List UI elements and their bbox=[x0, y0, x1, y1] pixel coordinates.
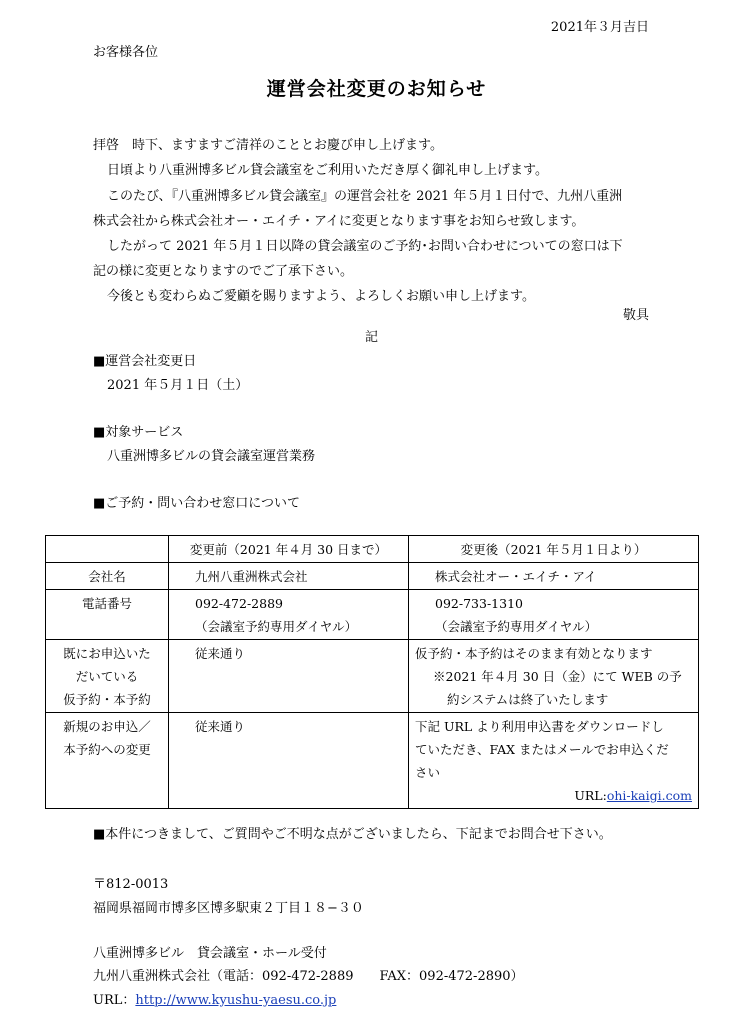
company-contact: 九州八重洲株式会社（電話：092-472-2889 FAX：092-472-2890） bbox=[93, 969, 524, 984]
addressee: お客様各位 bbox=[93, 45, 159, 60]
body-line-5: したがって 2021 年５月１日以降の貸会議室のご予約･お問い合わせについての窓口は下 bbox=[107, 239, 623, 254]
footer-url-line: URL：http://www.kyushu-yaesu.co.jp bbox=[93, 993, 337, 1008]
header-after: 変更後（2021 年５月１日より） bbox=[409, 536, 699, 563]
address: 福岡県福岡市博多区博多駅東２丁目１８−３０ bbox=[93, 901, 364, 916]
change-date: 2021 年５月１日（土） bbox=[107, 378, 249, 393]
after-phone: 092-733-1310 （会議室予約専用ダイヤル） bbox=[409, 590, 699, 640]
body-line-7: 今後とも変わらぬご愛顧を賜りますよう、よろしくお願い申し上げます。 bbox=[107, 289, 535, 304]
header-before: 変更前（2021 年４月 30 日まで） bbox=[169, 536, 409, 563]
kyushu-yaesu-link[interactable]: http://www.kyushu-yaesu.co.jp bbox=[135, 993, 337, 1008]
service-text: 八重洲博多ビルの貸会議室運営業務 bbox=[107, 449, 316, 464]
before-new: 従来通り bbox=[169, 713, 409, 809]
change-date-heading: ■運営会社変更日 bbox=[93, 354, 197, 369]
table-row bbox=[46, 590, 699, 640]
before-company: 九州八重洲株式会社 bbox=[169, 563, 409, 590]
before-phone: 092-472-2889 （会議室予約専用ダイヤル） bbox=[169, 590, 409, 640]
after-company: 株式会社オー・エイチ・アイ bbox=[409, 563, 699, 590]
table-row bbox=[46, 563, 699, 590]
page-title: 運営会社変更のお知らせ bbox=[266, 78, 487, 100]
body-line-6: 記の様に変更となりますのでご了承下さい。 bbox=[93, 264, 354, 279]
building-name: 八重洲博多ビル 貸会議室・ホール受付 bbox=[93, 946, 327, 961]
ki-label: 記 bbox=[365, 330, 379, 345]
url-line: URL:ohi-kaigi.com bbox=[574, 788, 692, 803]
row-label-phone: 電話番号 bbox=[46, 590, 169, 640]
table-corner-cell bbox=[46, 536, 169, 563]
after-existing: 仮予約・本予約はそのまま有効となります ※2021 年４月 30 日（金）にて WEB の予 約システムは終了いたします bbox=[409, 640, 699, 713]
body-line-1: 拝啓 時下、ますますご清祥のこととお慶び申し上げます。 bbox=[93, 138, 443, 153]
service-heading: ■対象サービス bbox=[93, 425, 184, 440]
postal-code: 〒812-0013 bbox=[93, 877, 169, 892]
body-line-2: 日頃より八重洲博多ビル貸会議室をご利用いただき厚く御礼申し上げます。 bbox=[107, 163, 548, 178]
table-row bbox=[46, 713, 699, 809]
row-label-new: 新規のお申込／ 本予約への変更 bbox=[46, 713, 169, 809]
closing: 敬具 bbox=[622, 308, 649, 323]
contact-table bbox=[45, 535, 699, 809]
ohi-kaigi-link[interactable]: ohi-kaigi.com bbox=[606, 788, 692, 803]
inquiry-note: ■本件につきまして、ご質問やご不明な点がございましたら、下記までお問合せ下さい。 bbox=[93, 827, 612, 842]
document-date: 2021年３月吉日 bbox=[550, 20, 649, 35]
after-new: 下記 URL より利用申込書をダウンロードし ていただき、FAX またはメールでお申込くだ さい URL:ohi-kaigi.com bbox=[409, 713, 699, 809]
body-line-3: このたび、『八重洲博多ビル貸会議室』の運営会社を 2021 年５月１日付で、九州八重洲 bbox=[107, 189, 623, 204]
table-header-row bbox=[46, 536, 699, 563]
table-row bbox=[46, 640, 699, 713]
before-existing: 従来通り bbox=[169, 640, 409, 713]
row-label-existing: 既にお申込いた だいている 仮予約・本予約 bbox=[46, 640, 169, 713]
contact-heading: ■ご予約・問い合わせ窓口について bbox=[93, 496, 301, 511]
row-label-company: 会社名 bbox=[46, 563, 169, 590]
body-line-4: 株式会社から株式会社オー・エイチ・アイに変更となります事をお知らせ致します。 bbox=[93, 214, 585, 229]
